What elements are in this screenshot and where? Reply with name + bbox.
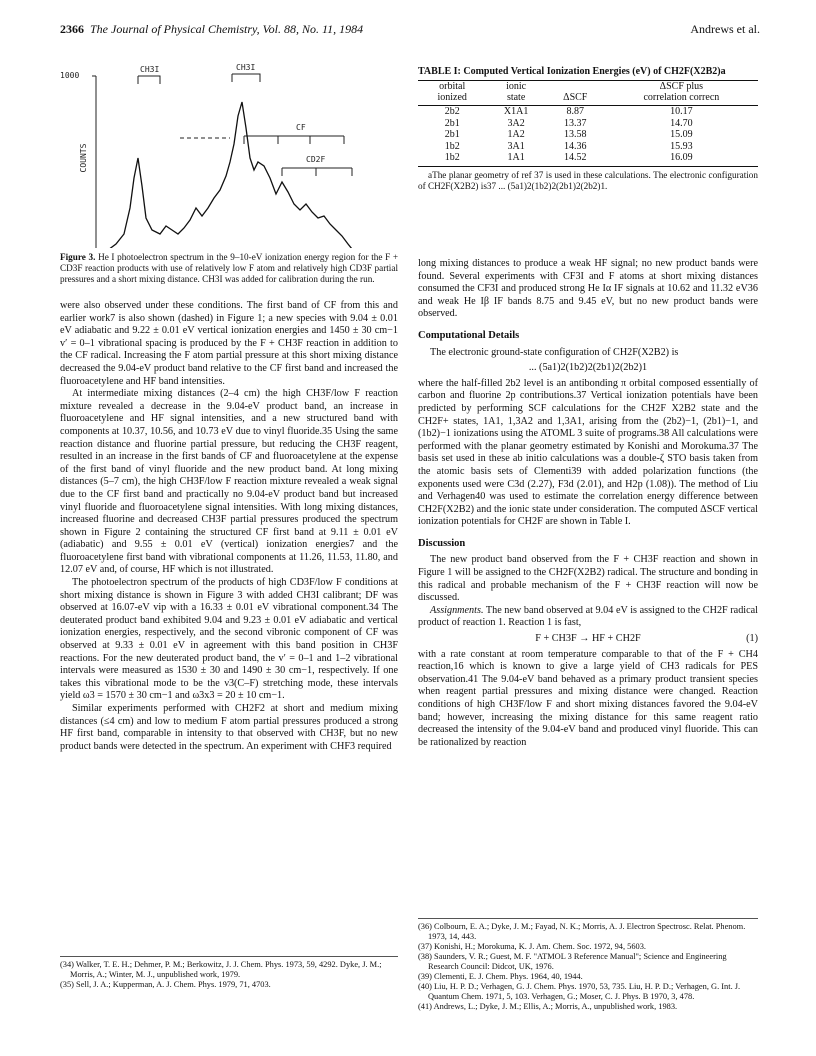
- body-paragraph: [418, 605, 758, 630]
- body-paragraph: were also observed under these conditions. The first band of CF from this and earlier work7 is also shown (dashed) in Figure 1; a new species with 9.04 ± 0.01 eV adiabatic and 9.22 ± 0.01 eV vertical ionization energies and 1450 ± 30 cm−1 v′ = 0–1 vibrational spacing is produced by the F + CH3F reaction in addition to the CF radical. Increasing the F atom partial pressure at this short mixing distance decreased the 9.04-eV product band relative to the CF first band and increased the fluoroacetylene and HF band intensities.: [60, 300, 398, 387]
- marker-cd2f: CD2F: [306, 155, 326, 164]
- journal-citation: [60, 22, 363, 37]
- right-column: [418, 258, 758, 749]
- table-cell: 10.17: [670, 106, 693, 117]
- body-paragraph: with a rate constant at room temperature comparable to that of the F + CH4 reaction,16 which is known to give a large yield of CH3 radicals for PES observation.41 The 9.04-eV band behaved as a primary product transient species when reagent partial pressures and mixing distance were changed. Reaction conditions of high CH3F/low F and short mixing distances favored the 9.04-eV band; however, increasing the mixing distance for this same reagent ratio decreased the intensity of the 9.04-eV band and produced vinyl fluoride. This can be rationalized by reaction: [418, 648, 758, 748]
- col-header: [546, 81, 605, 93]
- marker-cf: CF: [296, 123, 306, 132]
- marker-ch3i-2: CH3I: [236, 63, 256, 72]
- reference-item: (37) Konishi, H.; Morokuma, K. J. Am. Chem. Soc. 1972, 94, 5603.: [418, 942, 646, 951]
- electron-configuration: ... (5a1)2(1b2)2(2b1)2(2b2)1: [528, 362, 648, 374]
- figure-caption-text: He I photoelectron spectrum in the 9–10-eV ionization energy region for the F + CD3F reaction products with use of relatively low F atom and relatively high CD3F partial pressures and a short mixing distance. CH3I was added for calibration during the run.: [60, 252, 399, 284]
- table-cell: X1A1: [503, 106, 529, 117]
- y-tick-top: 1000: [60, 71, 80, 80]
- table-cell: 16.09: [605, 152, 758, 166]
- table-cell: 13.58: [564, 129, 587, 140]
- journal-volume: Vol. 88,: [262, 22, 299, 36]
- equation-number: (1): [746, 633, 758, 645]
- table-cell: 14.52: [546, 152, 605, 166]
- col-header: ionic: [486, 81, 545, 93]
- table-cell: 2b1: [444, 129, 460, 140]
- cd2f-vibrational-ladder: [282, 168, 352, 176]
- reference-item: (36) Colbourn, E. A.; Dyke, J. M.; Fayad, N. K.; Morris, A. J. Electron Spectrosc. Relat. Phenom. 1973, 14, 443.: [418, 922, 746, 941]
- table-cell: 1A2: [507, 129, 525, 140]
- col-header: ΔSCF plus: [605, 81, 758, 93]
- table-title: TABLE I: Computed Vertical Ionization Energies (eV) of CH2F(X2B2)a: [418, 66, 726, 77]
- body-paragraph: The electronic ground-state configuration of CH2F(X2B2) is: [430, 346, 679, 358]
- table-row: [418, 118, 758, 130]
- table-row: [418, 141, 758, 153]
- reference-item: (39) Clementi, E. J. Chem. Phys. 1964, 40, 1944.: [418, 972, 583, 981]
- running-header: [60, 22, 760, 40]
- table-cell: 14.36: [564, 140, 587, 152]
- body-paragraph: where the half-filled 2b2 level is an antibonding π orbital composed essentially of carbon and fluorine 2p contributions.37 Vertical ionization potentials have been predicted by performing SCF calculations for the CH2F X2B2 state and the CH2F+ states, 1A1, 1,3A2 and 1,3A1, arising from the (2b2)−1, (2b1)−1, and (1b2)−1 ionizations using the ATOML 3 suite of programs.38 All calculations were performed with the planar geometry estimated by Konishi and Morokuma.37 The basis set used in these ab initio calculations was a double-ζ STO basis taken from the atomic basis sets of Clementi39 with added polarization functions (the exponents used were C3d (2.27), F3d (2.01), and H2p (1.08)). The method of Liu and Verhagen40 was used to estimate the correlation energy difference between CH2F(X2B2) and the ionic state under consideration. The computed ΔSCF vertical ionization potentials for CH2F are shown in Table I.: [418, 377, 758, 528]
- table-cell: 2b1: [444, 117, 460, 129]
- table-cell: 8.87: [566, 106, 585, 117]
- table-cell: 13.37: [564, 117, 587, 129]
- marker-bracket-ch3i-1: [138, 76, 160, 84]
- col-header: ionized: [418, 92, 486, 106]
- body-paragraph: The photoelectron spectrum of the products of high CD3F/low F conditions at short mixing distance is shown in Figure 3 with added CH3I calibrant; DF was observed at 16.07-eV vip with a 16.33 ± 0.01 eV vibrational component.34 The deuterated product band exhibited 9.04 and 9.23 ± 0.01 eV adiabatic and vertical ionization energies, respectively, and the second vibronic component of CF was observed at 9.33 ± 0.01 eV in agreement with this band position in CH3F reactions. For the new deuterated product band, the v′ = 0–1 and 1–2 vibrational intervals were measured as 1530 ± 30 and 1490 ± 30 cm−1, respectively. If one takes this vibrational mode to be the ν3(C–F) stretching mode, these intervals yield ω3 = 1570 ± 30 cm−1 and ω3x3 = 20 ± 10 cm−1.: [60, 577, 398, 702]
- body-paragraph: long mixing distances to produce a weak HF signal; no new product bands were found. Several experiments with CF3I and F atoms at short mixing distances consumed the CF3I and produced strong He Iα IF signals at 10.62 and 11.32 eV36 and weak He Iβ IF bands 8.75 and 9.45 eV, but no new product bands were observed.: [418, 258, 758, 320]
- figure-caption: [60, 252, 398, 285]
- col-header: correlation correcn: [605, 92, 758, 106]
- figure-3-spectrum: [60, 58, 398, 248]
- table-cell: 14.70: [670, 117, 693, 129]
- reference-item: (38) Saunders, V. R.; Guest, M. F. "ATMOL 3 Reference Manual"; Science and Engineering Research Council: Didcot, UK, 1976.: [418, 952, 727, 971]
- col-header: ΔSCF: [546, 92, 605, 106]
- body-paragraph: Similar experiments performed with CH2F2 at short and medium mixing distances (≤4 cm) and low to medium F atom partial pressures produced a strong HF first band, comparable in intensity to that observed with CH3F, but no new product bands were detected in the spectrum. An experiment with CHF3 required: [60, 703, 398, 752]
- journal-name: The Journal of Physical Chemistry,: [90, 22, 260, 36]
- marker-bracket-ch3i-2: [232, 74, 260, 82]
- marker-ch3i-1: CH3I: [140, 65, 160, 74]
- equation-text: F + CH3F → HF + CH2F: [535, 633, 641, 645]
- left-column: [60, 300, 398, 753]
- author-running-head: Andrews et al.: [690, 22, 760, 36]
- section-heading-computational: Computational Details: [418, 329, 520, 341]
- table-cell: 1A1: [486, 152, 545, 166]
- reference-item: (40) Liu, H. P. D.; Verhagen, G. J. Chem. Phys. 1970, 53, 735. Liu, H. P. D.; Verhagen, G. Int. J. Quantum Chem. 1971, 5, 103. Verhagen, G.; Moser, C. J. Phys. B 1970, 3, 478.: [418, 982, 741, 1001]
- subsection-text: The new band observed at 9.04 eV is assigned to the CH2F radical product of reaction 1. Reaction 1 is fast,: [418, 604, 758, 629]
- table-cell: 1b2: [444, 140, 460, 152]
- references-left: [60, 956, 398, 990]
- ionization-energy-table: [418, 80, 758, 167]
- figure-caption-label: Figure 3.: [60, 252, 96, 262]
- subsection-label: Assignments.: [430, 604, 484, 616]
- table-row: [418, 129, 758, 141]
- table-footnote: aThe planar geometry of ref 37 is used in these calculations. The electronic configuration of CH2F(X2B2) is37 ... (5a1)2(1b2)2(2b1)2(2b2)1.: [418, 169, 758, 191]
- table-row: [418, 152, 758, 166]
- table-cell: 3A1: [507, 140, 525, 152]
- table-1: [418, 66, 758, 192]
- reference-item: (34) Walker, T. E. H.; Dehmer, P. M.; Berkowitz, J. J. Chem. Phys. 1973, 59, 4292. Dyke, J. M.; Morris, A.; Winter, M. J., unpublished work, 1979.: [60, 960, 382, 979]
- body-paragraph: The new product band observed from the F + CH3F reaction and shown in Figure 1 will be assigned to the CH2F(X2B2) radical. The structure and bonding in this radical and probable mechanism of the F + CH3F reaction will now be discussed.: [418, 554, 758, 604]
- col-header: orbital: [418, 81, 486, 93]
- body-paragraph: At intermediate mixing distances (2–4 cm) the high CH3F/low F reaction mixture revealed a decrease in the 9.04-eV product band, an increase in fluoroacetylene and HF signal intensities, and a new structured band with components at 10.37, 10.56, and 10.73 eV due to vinyl fluoride.35 Using the same reaction distance and fluorine partial pressure, but reducing the CH3F reagent, resulted in an increase in the first bands of CF and fluoroacetylene at the expense of the first band of vinyl fluoride and the new product band. At long mixing distances (5–7 cm), the high CH3F/low F reaction mixture revealed a weak signal due to the CF first band and practically no 9.04-eV product band but increased vinyl fluoride and fluoroacetylene signal intensities. With long mixing distances, increased fluorine and decreased CH3F partial pressures produced the spectrum shown in Figure 2 containing the structured CF first band at 9.11 ± 0.01 eV (adiabatic) and 9.55 ± 0.01 eV (vertical) ionization energies7 and the fluoroacetylene first band with vibrational components at 11.26, 11.53, 11.80, and 12.07 eV and, of course, HF which is not illustrated.: [60, 388, 398, 576]
- table-cell: 2b2: [444, 106, 460, 117]
- y-axis-label: COUNTS: [79, 143, 88, 173]
- reaction-equation: [418, 633, 758, 646]
- journal-issue: No. 11, 1984: [302, 22, 364, 36]
- table-cell: 3A2: [507, 117, 525, 129]
- page-number: 2366: [60, 22, 84, 36]
- table-cell: 15.93: [670, 140, 693, 152]
- col-header: state: [486, 92, 545, 106]
- table-row: [418, 106, 758, 118]
- spectrum-plot: [60, 58, 398, 248]
- table-cell: 15.09: [670, 129, 693, 140]
- section-heading-discussion: Discussion: [418, 537, 466, 549]
- table-cell: 1b2: [418, 152, 486, 166]
- reference-item: (35) Sell, J. A.; Kupperman, A. J. Chem. Phys. 1979, 71, 4703.: [60, 980, 271, 989]
- reference-item: (41) Andrews, L.; Dyke, J. M.; Ellis, A.; Morris, A., unpublished work, 1983.: [418, 1002, 678, 1011]
- spectrum-trace: [96, 102, 356, 248]
- references-right: [418, 918, 758, 1012]
- cf-vibrational-ladder: [244, 136, 344, 144]
